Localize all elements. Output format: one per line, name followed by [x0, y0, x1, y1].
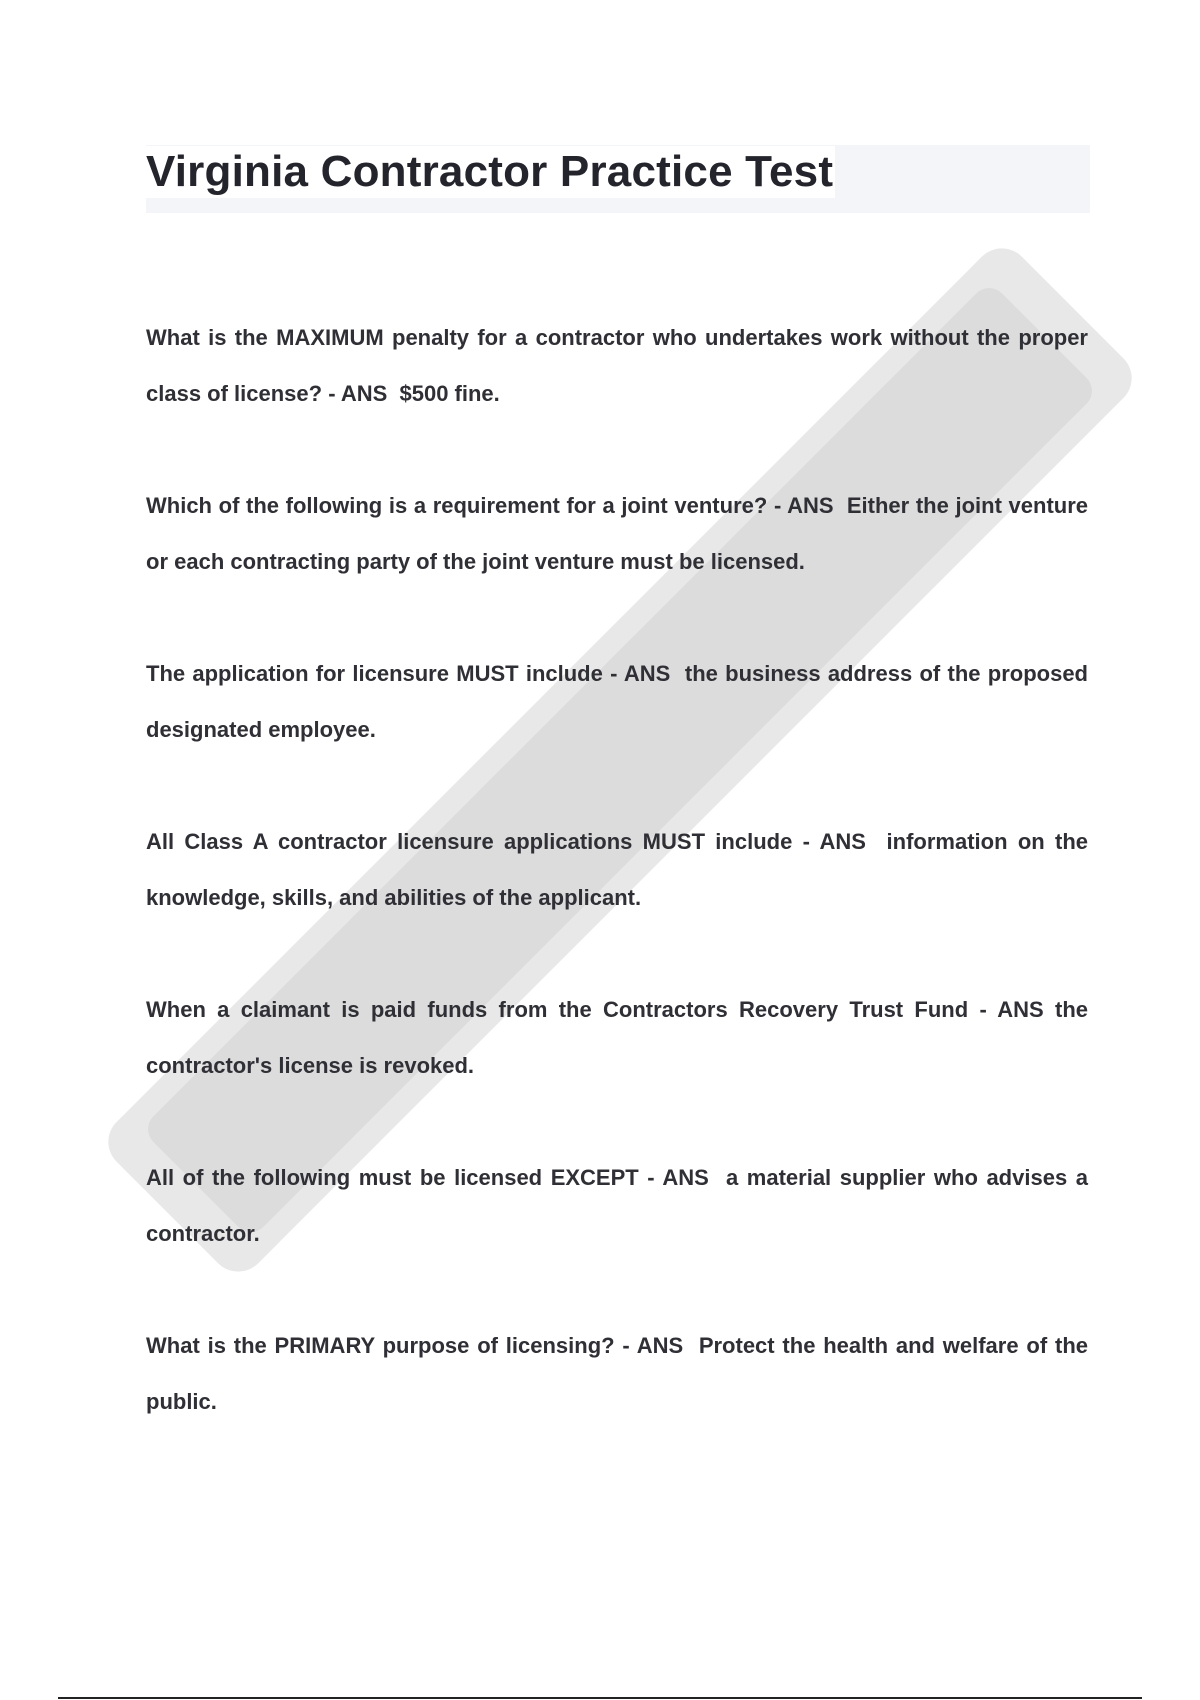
question-text: Which of the following is a requirement for a joint venture?	[146, 493, 768, 518]
ans-separator: - ANS	[602, 661, 678, 686]
answer-text: Protect the health and welfare of the public.	[146, 1333, 1088, 1414]
question-text: The application for licensure MUST include	[146, 661, 603, 686]
qa-item	[146, 478, 1088, 590]
question-text: When a claimant is paid funds from the Contractors Recovery Trust Fund	[146, 997, 969, 1022]
page-title: Virginia Contractor Practice Test	[146, 147, 834, 196]
qa-list	[146, 310, 1088, 1486]
ans-separator: - ANS	[638, 1165, 718, 1190]
answer-text: the contractor's license is revoked.	[146, 997, 1088, 1078]
footer-divider	[58, 1697, 1142, 1699]
answer-text: information on the knowledge, skills, and abilities of the applicant.	[146, 829, 1089, 910]
answer-text: Either the joint venture or each contracting party of the joint venture must be licensed.	[146, 493, 1089, 574]
qa-item	[146, 646, 1088, 758]
ans-separator: - ANS	[767, 493, 841, 518]
answer-text: a material supplier who advises a contractor.	[146, 1165, 1088, 1246]
qa-item	[146, 1150, 1088, 1262]
qa-item	[146, 1318, 1088, 1430]
question-text: All Class A contractor licensure applications MUST include	[146, 829, 793, 854]
qa-item	[146, 310, 1088, 422]
ans-separator: - ANS	[614, 1333, 691, 1358]
qa-item	[146, 814, 1088, 926]
question-text: What is the MAXIMUM penalty for a contractor who undertakes work without the proper class of license?	[146, 325, 1088, 406]
qa-item	[146, 982, 1088, 1094]
ans-separator: - ANS	[792, 829, 877, 854]
ans-separator: - ANS	[968, 997, 1055, 1022]
question-text: What is the PRIMARY purpose of licensing?	[146, 1333, 615, 1358]
answer-text: the business address of the proposed designated employee.	[146, 661, 1088, 742]
answer-text: $500 fine.	[393, 381, 500, 406]
ans-separator: - ANS	[322, 381, 394, 406]
question-text: All of the following must be licensed EXCEPT	[146, 1165, 639, 1190]
